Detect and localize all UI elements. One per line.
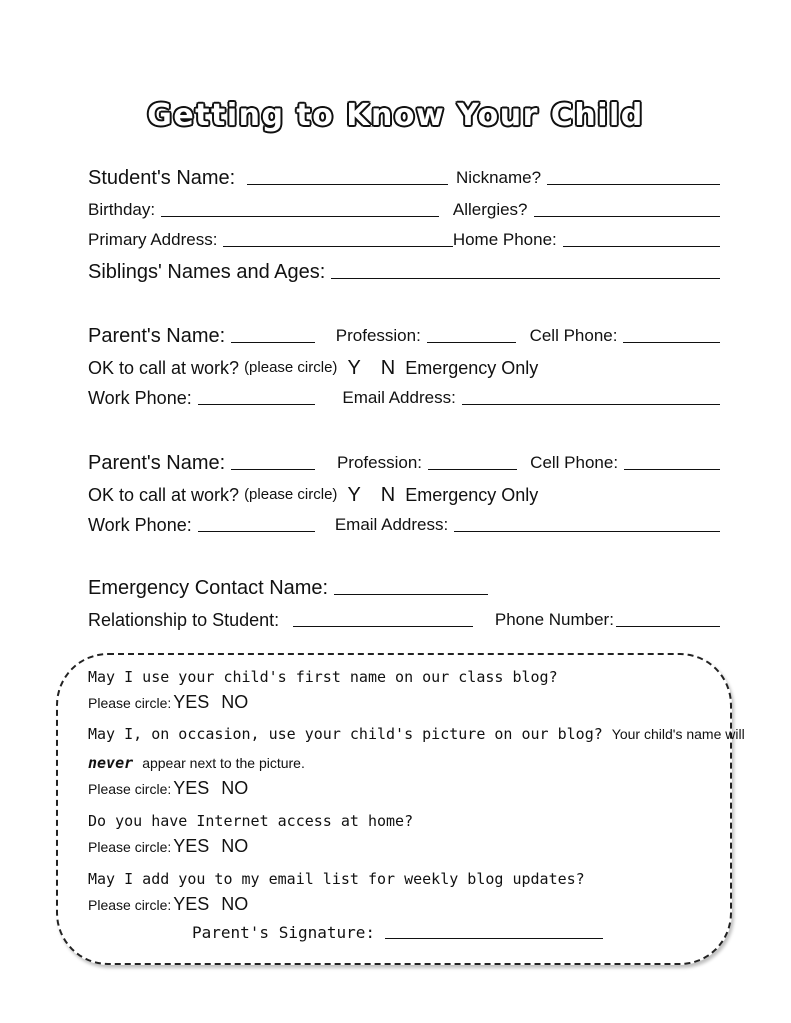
emergency-phone-label: Phone Number: [494,610,614,629]
nickname-field[interactable] [547,166,720,185]
parent2-work-row [88,505,728,535]
allergies-field[interactable] [534,198,720,217]
question-picture-text: May I, on occasion, use your child's picture on our blog? [88,725,603,743]
yes-option[interactable]: YES [173,778,210,798]
parent1-name-label: Parent's Name: [88,325,226,347]
parent2-work-phone-label: Work Phone: [88,515,192,535]
parent1-name-field[interactable] [231,324,315,343]
home-phone-label: Home Phone: [452,230,557,249]
primary-address-label: Primary Address: [88,230,218,249]
relationship-field[interactable] [293,608,472,627]
parent1-ok-call-label: OK to call at work? [88,358,240,378]
relationship-row [88,600,728,630]
parent1-no-option[interactable]: N [380,357,396,379]
parent1-email-field[interactable] [462,386,720,405]
never-emphasis: never [88,754,134,772]
yes-option[interactable]: YES [173,894,210,914]
question-picture [88,725,745,743]
emergency-contact-label: Emergency Contact Name: [88,577,329,599]
parent1-work-phone-field[interactable] [198,386,316,405]
parent1-name-row [88,316,728,346]
no-option[interactable]: NO [221,778,249,798]
parent2-ok-call-label: OK to call at work? [88,485,240,505]
primary-address-field[interactable] [223,228,452,247]
signature-field[interactable] [385,920,603,939]
parent1-cell-label: Cell Phone: [529,326,618,345]
question-picture-note-a: Your child's name will [611,726,745,742]
parent2-cell-field[interactable] [624,451,720,470]
relationship-label: Relationship to Student: [88,610,280,630]
question-picture-note-b: appear next to the picture. [142,755,305,771]
parent2-name-field[interactable] [231,451,315,470]
parent2-no-option[interactable]: N [380,484,396,506]
parent2-email-label: Email Address: [334,515,449,534]
siblings-field[interactable] [331,260,720,279]
student-name-field[interactable] [247,166,448,185]
no-option[interactable]: NO [221,692,249,712]
page-title: Getting to Know Your Child [147,98,644,133]
question-picture-line2 [88,754,305,772]
student-name-row [88,158,728,188]
no-option[interactable]: NO [221,836,249,856]
parent2-cell-label: Cell Phone: [530,453,619,472]
parent1-profession-label: Profession: [335,326,421,345]
question-first-name: May I use your child's first name on our class blog? [88,668,558,686]
parent1-please-circle: (please circle) [244,359,338,376]
allergies-label: Allergies? [452,200,528,219]
emergency-phone-field[interactable] [616,608,720,627]
yes-option[interactable]: YES [173,836,210,856]
no-option[interactable]: NO [221,894,249,914]
siblings-label: Siblings' Names and Ages: [88,261,326,283]
emergency-contact-row [88,568,728,598]
parent1-email-label: Email Address: [342,388,456,407]
parent2-emergency-only-option[interactable]: Emergency Only [405,485,539,505]
please-circle-label: Please circle: [88,781,172,797]
question-internet: Do you have Internet access at home? [88,812,414,830]
signature-label: Parent's Signature: [192,923,376,942]
parent1-profession-field[interactable] [427,324,516,343]
answer-internet [88,836,248,857]
please-circle-label: Please circle: [88,897,172,913]
parent2-name-row [88,443,728,473]
home-phone-field[interactable] [563,228,720,247]
parent2-profession-label: Profession: [336,453,422,472]
parent2-name-label: Parent's Name: [88,452,226,474]
parent2-email-field[interactable] [454,513,720,532]
birthday-field[interactable] [161,198,439,217]
birthday-label: Birthday: [88,200,156,219]
parent2-please-circle: (please circle) [244,486,338,503]
parent2-profession-field[interactable] [428,451,517,470]
birthday-row [88,190,728,220]
parent1-emergency-only-option[interactable]: Emergency Only [405,358,539,378]
parent1-ok-call-row [88,348,728,378]
parent1-work-phone-label: Work Phone: [88,388,192,408]
yes-option[interactable]: YES [173,692,210,712]
please-circle-label: Please circle: [88,839,172,855]
parent1-cell-field[interactable] [623,324,720,343]
parent1-work-row [88,378,728,408]
emergency-contact-field[interactable] [334,576,488,595]
answer-picture [88,778,248,799]
parent2-yes-option[interactable]: Y [347,484,361,506]
answer-first-name [88,692,248,713]
address-row [88,220,728,250]
signature-row [192,912,612,942]
parent1-yes-option[interactable]: Y [347,357,361,379]
parent2-ok-call-row [88,475,728,505]
please-circle-label: Please circle: [88,695,172,711]
parent2-work-phone-field[interactable] [198,513,316,532]
student-name-label: Student's Name: [88,167,236,189]
nickname-label: Nickname? [456,168,542,187]
siblings-row [88,252,728,282]
question-email-list: May I add you to my email list for weekly blog updates? [88,870,585,888]
